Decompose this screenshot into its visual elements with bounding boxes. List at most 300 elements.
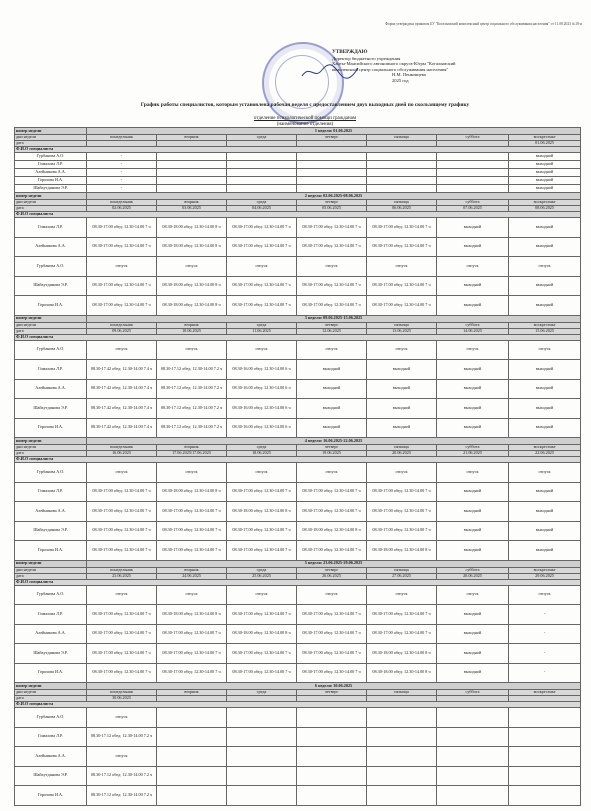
schedule-cell bbox=[227, 786, 297, 806]
weekday-name: понедельник bbox=[87, 445, 157, 451]
schedule-cell: отпуск bbox=[87, 257, 157, 277]
schedule-cell: отпуск bbox=[157, 585, 227, 605]
schedule-cell: выходной bbox=[297, 418, 367, 438]
schedule-cell: отпуск bbox=[227, 340, 297, 360]
schedule-cell: отпуск bbox=[227, 585, 297, 605]
schedule-cell: - bbox=[87, 185, 157, 193]
schedule-cell: выходной bbox=[509, 237, 581, 257]
date-cell: 27.06.2025 bbox=[367, 573, 437, 579]
date-cell: 19.06.2025 bbox=[297, 451, 367, 457]
schedule-cell: 08.30-17.00 обед: 12.30-14.00 7 ч bbox=[87, 237, 157, 257]
schedule-cell bbox=[437, 161, 509, 169]
schedule-cell: 08.30-17.00 обед: 12.30-14.00 7 ч bbox=[227, 482, 297, 502]
weekday-name: суббота bbox=[437, 135, 509, 141]
date-label: дата bbox=[15, 696, 87, 702]
table-row bbox=[15, 766, 581, 786]
table-row bbox=[15, 169, 581, 177]
specialist-name: Гурбанова А.О. bbox=[15, 585, 87, 605]
date-cell: 06.06.2025 bbox=[367, 206, 437, 212]
specialist-name: Гималова Л.Р. bbox=[15, 161, 87, 169]
table-row bbox=[15, 747, 581, 767]
table-row bbox=[15, 541, 581, 561]
schedule-cell: 08.30-17.00 обед: 12.30-14.00 7 ч bbox=[297, 624, 367, 644]
schedule-cell: 08.30-17.00 обед: 12.30-14.00 7 ч bbox=[227, 541, 297, 561]
week-title: 1 неделя: 01.06.2025 bbox=[87, 128, 581, 135]
schedule-cell bbox=[437, 177, 509, 185]
specialist-name: Алейникова А.А. bbox=[15, 237, 87, 257]
date-cell: 25.06.2025 bbox=[227, 573, 297, 579]
schedule-cell: выходной bbox=[509, 169, 581, 177]
schedule-cell: 08.30-17.00 обед: 12.30-14.00 7 ч bbox=[87, 521, 157, 541]
schedule-cell: 08.30-17.00 обед: 12.30-14.00 7 ч bbox=[227, 276, 297, 296]
schedule-cell: 08.30-17.00 обед: 12.30-14.00 7 ч bbox=[157, 663, 227, 683]
date-cell: 24.06.2025 bbox=[157, 573, 227, 579]
schedule-cell: 08.30-17.42 обед: 12.30-14.00 7.4 ч bbox=[87, 360, 157, 380]
schedule-cell: 08.30-18.00 обед: 12.30-14.00 8 ч bbox=[367, 541, 437, 561]
weekday-name: среда bbox=[227, 135, 297, 141]
schedule-cell bbox=[227, 161, 297, 169]
schedule-cell bbox=[437, 747, 509, 767]
weekday-name: четверг bbox=[297, 135, 367, 141]
approval-signer: Н.М. Пенковцева bbox=[392, 72, 426, 78]
schedule-cell: выходной bbox=[509, 296, 581, 316]
date-cell: 21.06.2025 bbox=[437, 451, 509, 457]
week-number-label: номер недели bbox=[15, 560, 87, 567]
date-cell: 02.06.2025 bbox=[87, 206, 157, 212]
schedule-cell bbox=[297, 766, 367, 786]
date-cell: 05.06.2025 bbox=[297, 206, 367, 212]
schedule-cell bbox=[157, 161, 227, 169]
schedule-cell: 08.30-17.00 обед: 12.30-14.00 7 ч bbox=[87, 296, 157, 316]
weekday-name: воскресенье bbox=[509, 690, 581, 696]
schedule-cell: 08.30-17.00 обед: 12.30-14.00 7 ч bbox=[87, 276, 157, 296]
schedule-cell: отпуск bbox=[157, 257, 227, 277]
table-row bbox=[15, 185, 581, 193]
schedule-cell: - bbox=[87, 161, 157, 169]
form-approval-note: Форма утверждена приказом БУ "Когалымский комплексный центр социального обслуживания населения" от 11.08.2023 №18-н bbox=[385, 22, 582, 26]
week-header-row bbox=[15, 683, 581, 690]
date-cell: 17.06.2025/17.06.2025 bbox=[157, 451, 227, 457]
schedule-cell: выходной bbox=[437, 379, 509, 399]
weekday-name: понедельник bbox=[87, 322, 157, 328]
date-label: дата bbox=[15, 573, 87, 579]
schedule-cell: - bbox=[87, 153, 157, 161]
schedule-cell bbox=[157, 786, 227, 806]
week-title: 3 неделя: 09.06.2025-15.06.2025 bbox=[87, 315, 581, 322]
date-cell: 08.06.2025 bbox=[509, 206, 581, 212]
schedule-cell: 08.30-17.00 обед: 12.30-14.00 7 ч bbox=[297, 541, 367, 561]
schedule-cell bbox=[157, 766, 227, 786]
schedule-cell: отпуск bbox=[297, 340, 367, 360]
schedule-cell bbox=[367, 766, 437, 786]
schedule-cell bbox=[367, 161, 437, 169]
date-cell: 30.06.2025 bbox=[87, 696, 157, 702]
weekday-name: пятница bbox=[367, 445, 437, 451]
specialist-name: Гималова Л.Р. bbox=[15, 360, 87, 380]
schedule-cell: 08.30-17.00 обед: 12.30-14.00 7 ч bbox=[297, 237, 367, 257]
schedule-cell: выходной bbox=[367, 360, 437, 380]
schedule-cell: отпуск bbox=[157, 340, 227, 360]
week-header-row bbox=[15, 315, 581, 322]
department-name: отделение психологической помощи гражданам bbox=[253, 116, 357, 121]
specialist-name: Алейникова А.А. bbox=[15, 747, 87, 767]
weekday-name: понедельник bbox=[87, 567, 157, 573]
table-row bbox=[15, 727, 581, 747]
schedule-cell: 08.30-17.00 обед: 12.30-14.00 7 ч bbox=[367, 296, 437, 316]
schedule-cell: 08.30-17.00 обед: 12.30-14.00 7 ч bbox=[227, 663, 297, 683]
table-row bbox=[15, 257, 581, 277]
specialist-name: Горохова И.А. bbox=[15, 296, 87, 316]
specialist-name: Гурбанова А.О. bbox=[15, 153, 87, 161]
weekday-name: воскресенье bbox=[509, 135, 581, 141]
schedule-cell bbox=[227, 766, 297, 786]
schedule-cell: 08.30-17.00 обед: 12.30-14.00 7 ч bbox=[157, 624, 227, 644]
schedule-cell: выходной bbox=[437, 502, 509, 522]
schedule-cell: выходной bbox=[297, 360, 367, 380]
table-row bbox=[15, 360, 581, 380]
week-title: 4 неделя: 16.06.2025-22.06.2025 bbox=[87, 438, 581, 445]
schedule-cell bbox=[437, 727, 509, 747]
schedule-cell bbox=[297, 727, 367, 747]
schedule-cell bbox=[509, 727, 581, 747]
date-cell: 18.06.2025 bbox=[227, 451, 297, 457]
specialist-name: Горохова И.А. bbox=[15, 418, 87, 438]
schedule-cell: отпуск bbox=[297, 257, 367, 277]
schedule-cell: отпуск bbox=[509, 463, 581, 483]
schedule-cell: 08.30-17.00 обед: 12.30-14.00 7 ч bbox=[87, 644, 157, 664]
schedule-cell: 08.30-17.00 обед: 12.30-14.00 7 ч bbox=[297, 605, 367, 625]
weekday-name: среда bbox=[227, 322, 297, 328]
schedule-cell: выходной bbox=[297, 379, 367, 399]
schedule-cell: 08.30-17.00 обед: 12.30-14.00 7 ч bbox=[157, 644, 227, 664]
weekday-name: вторник bbox=[157, 445, 227, 451]
schedule-cell bbox=[437, 185, 509, 193]
week-title: 2 неделя: 02.06.2025-08.06.2025 bbox=[87, 193, 581, 200]
specialist-name: Горохова И.А. bbox=[15, 177, 87, 185]
specialist-name: Шайхутдинова Э.Р. bbox=[15, 644, 87, 664]
specialist-name: Шайхутдинова Э.Р. bbox=[15, 766, 87, 786]
schedule-cell: 08.30-18.00 обед: 12.30-14.00 8 ч bbox=[227, 624, 297, 644]
schedule-cell: - bbox=[87, 177, 157, 185]
schedule-cell bbox=[227, 153, 297, 161]
schedule-cell bbox=[367, 177, 437, 185]
weekday-name: вторник bbox=[157, 567, 227, 573]
table-row bbox=[15, 463, 581, 483]
schedule-cell: выходной bbox=[509, 482, 581, 502]
date-cell: 01.06.2025 bbox=[509, 141, 581, 147]
week-number-label: номер недели bbox=[15, 683, 87, 690]
schedule-cell: 08.30-18.00 обед: 12.30-14.00 8 ч bbox=[227, 502, 297, 522]
schedule-cell: 08.30-17.00 обед: 12.30-14.00 7 ч bbox=[227, 644, 297, 664]
schedule-cell: отпуск bbox=[367, 585, 437, 605]
table-row bbox=[15, 418, 581, 438]
date-cell: 16.06.2025 bbox=[87, 451, 157, 457]
schedule-cell: выходной bbox=[437, 482, 509, 502]
schedule-cell: 08.30-18.00 обед: 12.30-14.00 8 ч bbox=[157, 482, 227, 502]
schedule-cell: 08.30-17.00 обед: 12.30-14.00 7 ч bbox=[87, 482, 157, 502]
schedule-cell: 08.30-17.00 обед: 12.30-14.00 7 ч bbox=[227, 605, 297, 625]
schedule-cell: отпуск bbox=[157, 463, 227, 483]
schedule-cell: 08.30-17.00 обед: 12.30-14.00 7 ч bbox=[87, 605, 157, 625]
specialist-column-header: Ф.И.О специалиста bbox=[15, 334, 581, 340]
schedule-table bbox=[14, 127, 581, 806]
schedule-cell bbox=[437, 153, 509, 161]
weekday-label: дни недели bbox=[15, 445, 87, 451]
approval-block bbox=[332, 50, 572, 84]
weekday-name: четверг bbox=[297, 445, 367, 451]
schedule-cell: выходной bbox=[437, 399, 509, 419]
schedule-cell: 08.30-17.42 обед: 12.30-14.00 7.4 ч bbox=[87, 399, 157, 419]
schedule-cell: отпуск bbox=[87, 708, 157, 728]
date-cell: 04.06.2025 bbox=[227, 206, 297, 212]
table-row bbox=[15, 237, 581, 257]
weekday-name: воскресенье bbox=[509, 322, 581, 328]
schedule-cell: отпуск bbox=[437, 257, 509, 277]
approval-line: Ханты-Мансийского автономного округа-Югры "Когалымский bbox=[332, 61, 456, 67]
schedule-cell: выходной bbox=[437, 418, 509, 438]
specialist-name: Гурбанова А.О. bbox=[15, 257, 87, 277]
schedule-cell: отпуск bbox=[227, 463, 297, 483]
date-cell: 22.06.2025 bbox=[509, 451, 581, 457]
schedule-cell: выходной bbox=[509, 399, 581, 419]
specialist-name: Горохова И.А. bbox=[15, 786, 87, 806]
weekday-label: дни недели bbox=[15, 567, 87, 573]
date-cell: 26.06.2025 bbox=[297, 573, 367, 579]
schedule-cell bbox=[509, 766, 581, 786]
table-row bbox=[15, 161, 581, 169]
schedule-cell: 08.30-17.00 обед: 12.30-14.00 7 ч bbox=[297, 296, 367, 316]
schedule-cell: 08.30-17.00 обед: 12.30-14.00 7 ч bbox=[367, 482, 437, 502]
weekday-name: среда bbox=[227, 445, 297, 451]
schedule-cell: 08.30-17.00 обед: 12.30-14.00 7 ч bbox=[367, 237, 437, 257]
weekday-name: пятница bbox=[367, 567, 437, 573]
schedule-cell bbox=[297, 786, 367, 806]
schedule-cell: выходной bbox=[367, 379, 437, 399]
weekday-name: вторник bbox=[157, 200, 227, 206]
weekday-name: воскресенье bbox=[509, 445, 581, 451]
schedule-cell: 08.30-16.00 обед: 12.30-14.00 6 ч bbox=[227, 379, 297, 399]
weekday-name: пятница bbox=[367, 690, 437, 696]
weekday-name: пятница bbox=[367, 135, 437, 141]
weekday-name: суббота bbox=[437, 567, 509, 573]
schedule-cell: отпуск bbox=[87, 340, 157, 360]
specialist-column-header: Ф.И.О специалиста bbox=[15, 212, 581, 218]
schedule-cell bbox=[367, 153, 437, 161]
weekday-name: суббота bbox=[437, 690, 509, 696]
schedule-cell bbox=[509, 747, 581, 767]
schedule-cell: выходной bbox=[437, 218, 509, 238]
schedule-cell bbox=[367, 727, 437, 747]
schedule-cell: 08.30-17.00 обед: 12.30-14.00 7 ч bbox=[367, 218, 437, 238]
schedule-cell: - bbox=[509, 663, 581, 683]
schedule-cell: отпуск bbox=[297, 585, 367, 605]
approval-year: 2025 год bbox=[392, 77, 409, 83]
specialist-name: Горохова И.А. bbox=[15, 663, 87, 683]
table-row bbox=[15, 399, 581, 419]
schedule-cell: выходной bbox=[509, 379, 581, 399]
date-cell: 09.06.2025 bbox=[87, 328, 157, 334]
schedule-cell: 08.30-17.12 обед: 12.30-14.00 7.2 ч bbox=[157, 379, 227, 399]
schedule-cell: 08.30-17.00 обед: 12.30-14.00 7 ч bbox=[297, 482, 367, 502]
schedule-cell: - bbox=[509, 605, 581, 625]
schedule-cell: 08.30-17.00 обед: 12.30-14.00 7 ч bbox=[227, 218, 297, 238]
table-row bbox=[15, 644, 581, 664]
schedule-cell: 08.30-18.00 обед: 12.30-14.00 8 ч bbox=[157, 605, 227, 625]
schedule-cell bbox=[367, 185, 437, 193]
schedule-cell: выходной bbox=[437, 663, 509, 683]
schedule-cell: выходной bbox=[509, 360, 581, 380]
date-cell: 10.06.2025 bbox=[157, 328, 227, 334]
table-row bbox=[15, 218, 581, 238]
approval-title: УТВЕРЖДАЮ bbox=[332, 49, 368, 55]
date-cell: 14.06.2025 bbox=[437, 328, 509, 334]
schedule-cell: отпуск bbox=[367, 463, 437, 483]
week-number-label: номер недели bbox=[15, 193, 87, 200]
specialist-name: Гурбанова А.О. bbox=[15, 708, 87, 728]
schedule-cell: выходной bbox=[509, 161, 581, 169]
weekday-name: воскресенье bbox=[509, 567, 581, 573]
schedule-cell: выходной bbox=[509, 185, 581, 193]
schedule-cell: выходной bbox=[509, 541, 581, 561]
schedule-cell: выходной bbox=[509, 502, 581, 522]
schedule-cell bbox=[297, 185, 367, 193]
table-row bbox=[15, 153, 581, 161]
date-cell: 20.06.2025 bbox=[367, 451, 437, 457]
schedule-cell: выходной bbox=[437, 605, 509, 625]
schedule-cell: 08.30-17.12 обед: 12.30-14.00 7.2 ч bbox=[157, 418, 227, 438]
weekday-name: вторник bbox=[157, 690, 227, 696]
weekday-name: пятница bbox=[367, 200, 437, 206]
schedule-cell bbox=[297, 161, 367, 169]
table-row bbox=[15, 786, 581, 806]
week-header-row bbox=[15, 193, 581, 200]
specialist-name: Алейникова А.А. bbox=[15, 502, 87, 522]
schedule-cell bbox=[297, 747, 367, 767]
schedule-cell bbox=[157, 153, 227, 161]
schedule-cell: 08.30-17.12 обед: 12.30-14.00 7.2 ч bbox=[87, 766, 157, 786]
table-row bbox=[15, 482, 581, 502]
weekday-name: четверг bbox=[297, 322, 367, 328]
weekday-name: четверг bbox=[297, 690, 367, 696]
schedule-cell bbox=[227, 169, 297, 177]
specialist-name: Гималова Л.Р. bbox=[15, 605, 87, 625]
table-row bbox=[15, 276, 581, 296]
specialist-name: Гималова Л.Р. bbox=[15, 482, 87, 502]
weekday-name: понедельник bbox=[87, 200, 157, 206]
schedule-cell: 08.30-17.12 обед: 12.30-14.00 7.2 ч bbox=[87, 786, 157, 806]
specialist-column-header: Ф.И.О специалиста bbox=[15, 457, 581, 463]
schedule-cell: 08.30-17.12 обед: 12.30-14.00 7.2 ч bbox=[87, 727, 157, 747]
schedule-cell: отпуск bbox=[509, 585, 581, 605]
schedule-cell: 08.30-18.00 обед: 12.30-14.00 8 ч bbox=[157, 218, 227, 238]
schedule-cell: выходной bbox=[509, 521, 581, 541]
schedule-cell: 08.30-17.12 обед: 12.30-14.00 7.2 ч bbox=[157, 360, 227, 380]
schedule-cell bbox=[227, 747, 297, 767]
weekday-name: четверг bbox=[297, 200, 367, 206]
schedule-cell bbox=[227, 185, 297, 193]
schedule-cell bbox=[367, 708, 437, 728]
week-title: 5 неделя: 23.06.2025-29.06.2025 bbox=[87, 560, 581, 567]
department-caption: (наименование отделения) bbox=[276, 122, 334, 127]
schedule-cell bbox=[367, 786, 437, 806]
schedule-cell: 08.30-17.00 обед: 12.30-14.00 7 ч bbox=[227, 521, 297, 541]
specialist-name: Гималова Л.Р. bbox=[15, 727, 87, 747]
schedule-cell bbox=[157, 747, 227, 767]
schedule-cell: выходной bbox=[437, 624, 509, 644]
schedule-cell bbox=[157, 185, 227, 193]
date-label: дата bbox=[15, 141, 87, 147]
schedule-cell: 08.30-18.00 обед: 12.30-14.00 8 ч bbox=[157, 296, 227, 316]
schedule-cell: 08.30-17.00 обед: 12.30-14.00 7 ч bbox=[227, 237, 297, 257]
weekday-name: суббота bbox=[437, 200, 509, 206]
schedule-cell: 08.30-18.00 обед: 12.30-14.00 8 ч bbox=[297, 521, 367, 541]
schedule-cell bbox=[227, 177, 297, 185]
schedule-cell: 08.30-17.00 обед: 12.30-14.00 7 ч bbox=[367, 502, 437, 522]
weekday-name: вторник bbox=[157, 322, 227, 328]
week-header-row bbox=[15, 560, 581, 567]
approval-line: комплексный центр социального обслуживания населения" bbox=[332, 66, 449, 72]
schedule-cell: 08.30-18.00 обед: 12.30-14.00 8 ч bbox=[367, 644, 437, 664]
schedule-cell: отпуск bbox=[87, 747, 157, 767]
schedule-cell: отпуск bbox=[437, 340, 509, 360]
specialist-name: Шайхутдинова Э.Р. bbox=[15, 399, 87, 419]
weekday-name: среда bbox=[227, 200, 297, 206]
schedule-cell: 08.30-17.42 обед: 12.30-14.00 7.4 ч bbox=[87, 379, 157, 399]
schedule-cell: 08.30-16.00 обед: 12.30-14.00 6 ч bbox=[227, 399, 297, 419]
weekday-name: четверг bbox=[297, 567, 367, 573]
date-cell: 07.06.2025 bbox=[437, 206, 509, 212]
schedule-cell: выходной bbox=[437, 296, 509, 316]
week-number-label: номер недели bbox=[15, 315, 87, 322]
schedule-cell: отпуск bbox=[509, 340, 581, 360]
specialist-name: Гурбанова А.О. bbox=[15, 463, 87, 483]
table-row bbox=[15, 624, 581, 644]
schedule-cell: 08.30-17.00 обед: 12.30-14.00 7 ч bbox=[87, 663, 157, 683]
schedule-cell bbox=[157, 177, 227, 185]
weekday-name: среда bbox=[227, 690, 297, 696]
schedule-cell: 08.30-17.00 обед: 12.30-14.00 7 ч bbox=[157, 521, 227, 541]
schedule-cell: выходной bbox=[509, 153, 581, 161]
schedule-cell: выходной bbox=[509, 218, 581, 238]
schedule-cell: выходной bbox=[509, 276, 581, 296]
weekday-label: дни недели bbox=[15, 322, 87, 328]
schedule-cell bbox=[227, 708, 297, 728]
schedule-cell bbox=[297, 177, 367, 185]
specialist-name: Шайхутдинова Э.Р. bbox=[15, 185, 87, 193]
schedule-cell: выходной bbox=[367, 418, 437, 438]
date-cell: 03.06.2025 bbox=[157, 206, 227, 212]
week-header-row bbox=[15, 128, 581, 135]
schedule-cell: 08.30-17.00 обед: 12.30-14.00 7 ч bbox=[87, 502, 157, 522]
specialist-column-header: Ф.И.О специалиста bbox=[15, 579, 581, 585]
table-row bbox=[15, 177, 581, 185]
schedule-cell bbox=[367, 747, 437, 767]
schedule-cell: выходной bbox=[437, 276, 509, 296]
schedule-cell: отпуск bbox=[87, 463, 157, 483]
week-title: 6 неделя: 30.06.2025 bbox=[87, 683, 581, 690]
schedule-cell: 08.30-17.00 обед: 12.30-14.00 7 ч bbox=[87, 218, 157, 238]
table-row bbox=[15, 379, 581, 399]
schedule-cell: отпуск bbox=[367, 257, 437, 277]
specialist-column-header: Ф.И.О специалиста bbox=[15, 147, 581, 153]
weekday-name: суббота bbox=[437, 322, 509, 328]
schedule-cell: 08.30-16.00 обед: 12.30-14.00 6 ч bbox=[227, 360, 297, 380]
schedule-cell: выходной bbox=[437, 644, 509, 664]
date-cell: 11.06.2025 bbox=[227, 328, 297, 334]
schedule-cell bbox=[437, 708, 509, 728]
date-cell: 12.06.2025 bbox=[297, 328, 367, 334]
specialist-name: Горохова И.А. bbox=[15, 541, 87, 561]
